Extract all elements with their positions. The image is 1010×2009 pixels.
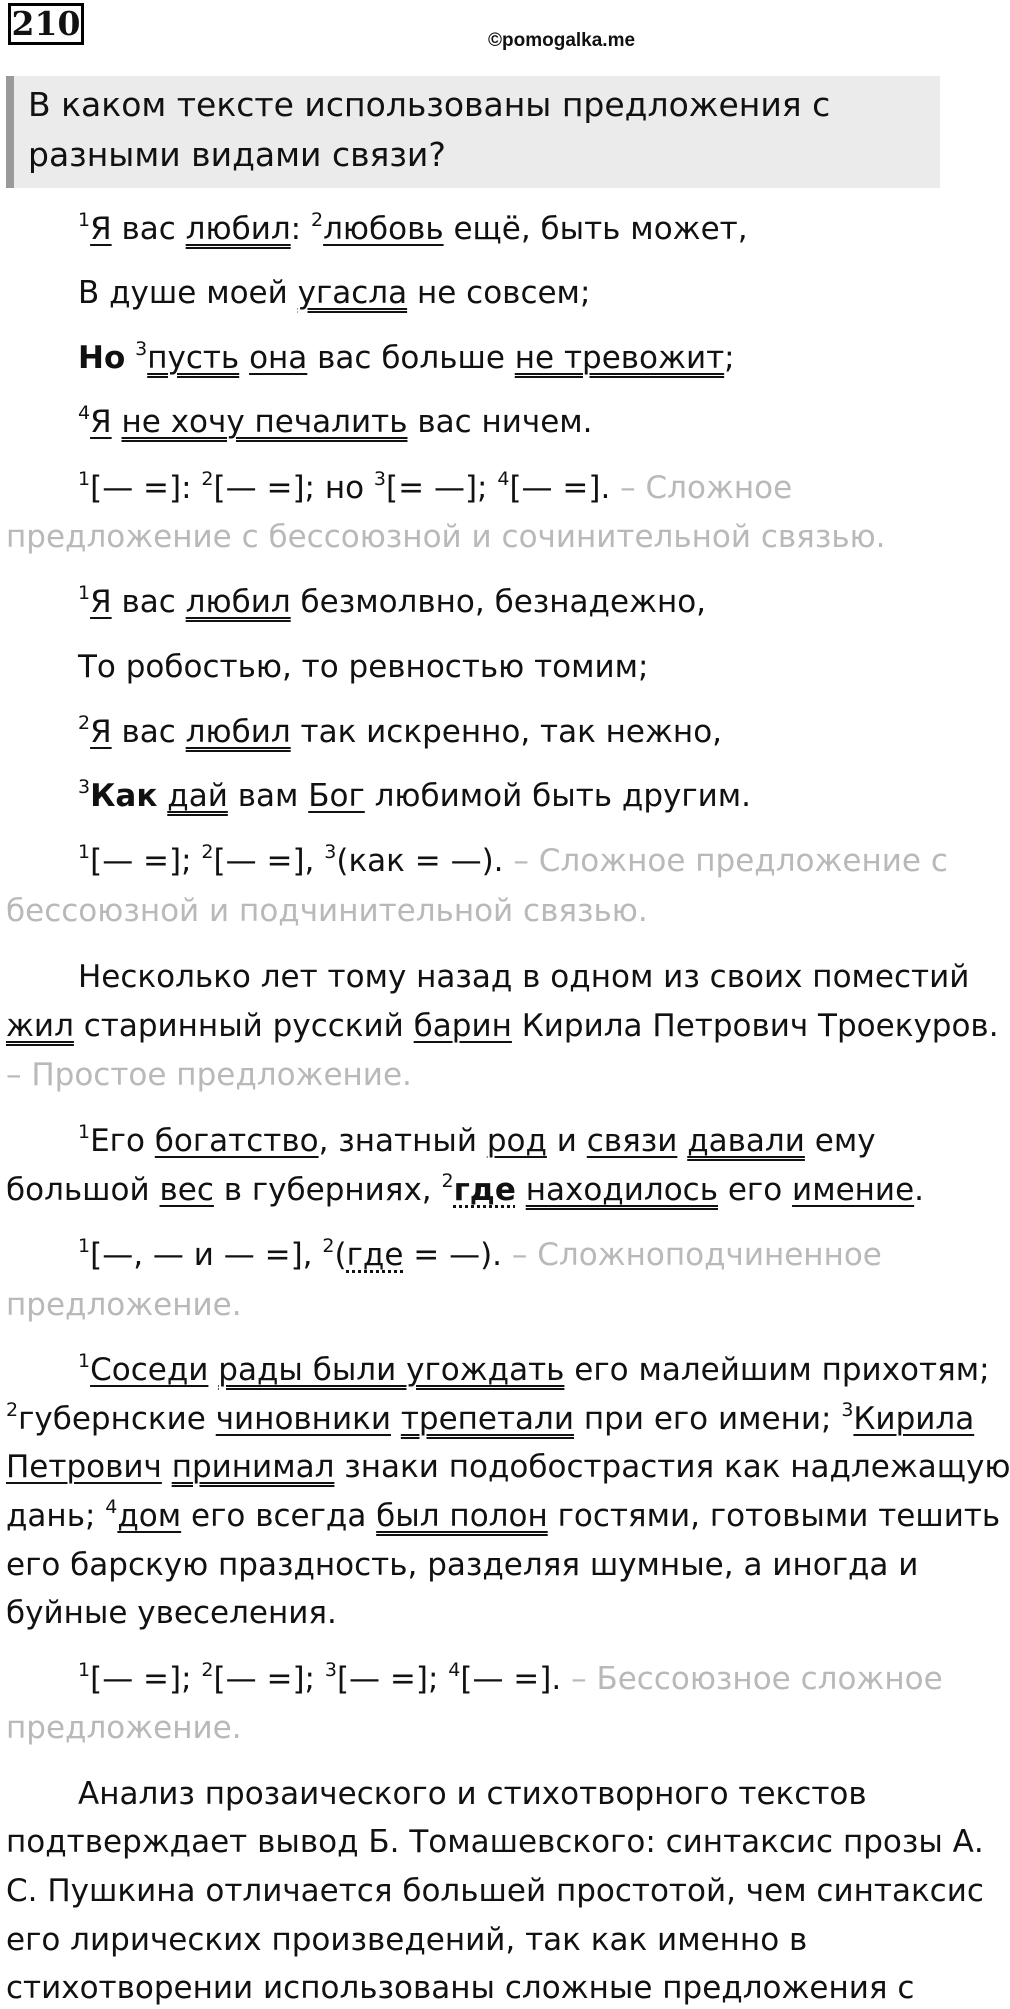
prose1-answer: – Простое предложение.	[6, 1057, 412, 1093]
prose3-answer: предложение.	[6, 1710, 242, 1746]
prose2-line1: $^1$Его богатство, знатный род и связи давали ему	[78, 1121, 876, 1159]
prose1-line2: жил старинный русский барин Кирила Петрович Троекуров.	[6, 1008, 999, 1044]
poem2-line4: $^3$Как дай вам Бог любимой быть другим.	[78, 776, 752, 814]
poem1-line3: Но $^3$пусть она вас больше не тревожит;	[78, 338, 735, 376]
conclusion-line4: его лирических произведений, так как именно в	[6, 1922, 808, 1958]
prose1-line1: Несколько лет тому назад в одном из своих поместий	[78, 959, 970, 995]
poem1-line4: $^4$Я не хочу печалить вас ничем.	[78, 402, 593, 440]
prose2-answer: предложение.	[6, 1287, 242, 1323]
question-text: В каком тексте использованы предложения с разными видами связи?	[28, 85, 831, 174]
question-box	[6, 76, 940, 188]
poem2-line1: $^1$Я вас любил безмолвно, безнадежно,	[78, 582, 707, 620]
prose3-scheme: $^1$[— =]; $^2$[— =]; $^3$[— =]; $^4$[— =]. – Бессоюзное сложное	[78, 1659, 943, 1697]
poem2-answer: бессоюзной и подчинительной связью.	[6, 893, 648, 929]
poem2-scheme: $^1$[— =]; $^2$[— =], $^3$(как = —). – Сложное предложение с	[78, 841, 948, 879]
conclusion-line3: С. Пушкина отличается большей простотой, чем синтаксис	[6, 1873, 984, 1909]
page-number: 210	[8, 3, 84, 45]
conclusion-line5: стихотворении использованы сложные предложения с	[6, 1970, 915, 2006]
poem2-line2: То робостью, то ревностью томим;	[78, 649, 649, 685]
conclusion-line2: подтверждает вывод Б. Томашевского: синтаксис прозы А.	[6, 1824, 984, 1860]
prose2-scheme: $^1$[—, — и — =], $^2$(где = —). – Сложноподчиненное	[78, 1235, 882, 1273]
prose3-line2: $^2$губернские чиновники трепетали при его имени; $^3$Кирила	[6, 1399, 975, 1437]
prose3-line6: буйные увеселения.	[6, 1595, 337, 1631]
conclusion-line1: Анализ прозаического и стихотворного текстов	[78, 1776, 867, 1812]
poem1-answer: предложение с бессоюзной и сочинительной связью.	[6, 519, 886, 555]
poem1-line1: $^1$Я вас любил: $^2$любовь ещё, быть может,	[78, 209, 748, 247]
prose3-line5: его барскую праздность, разделяя шумные, а иногда и	[6, 1547, 919, 1583]
prose3-line4: дань; $^4$дом его всегда был полон гостями, готовыми тешить	[6, 1496, 1001, 1534]
prose2-line2: большой вес в губерниях, $^2$где находилось его имение.	[6, 1170, 924, 1208]
poem1-scheme: $^1$[— =]: $^2$[— =]; но $^3$[= —]; $^4$[— =]. – Сложное	[78, 468, 793, 506]
prose3-line1: $^1$Соседи рады были угождать его малейшим прихотям;	[78, 1350, 990, 1388]
prose3-line3: Петрович принимал знаки подобострастия как надлежащую	[6, 1449, 1010, 1485]
poem1-line2: В душе моей угасла не совсем;	[78, 275, 591, 311]
watermark: ©pomogalka.me	[488, 30, 636, 51]
poem2-line3: $^2$Я вас любил так искренно, так нежно,	[78, 712, 723, 750]
